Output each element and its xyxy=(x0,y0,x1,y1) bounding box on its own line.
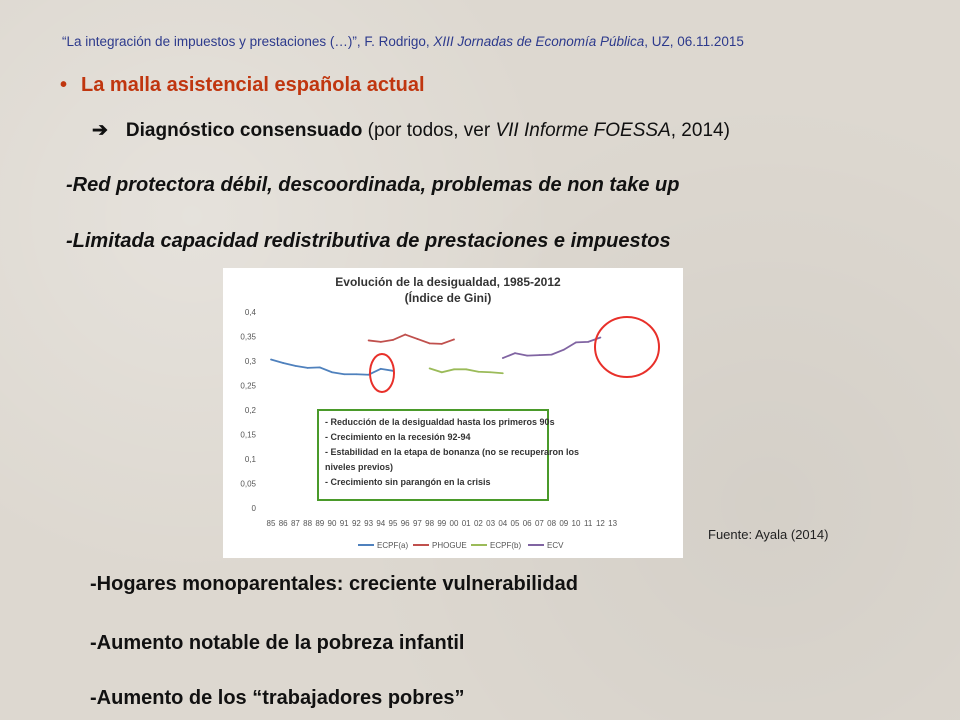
data-point xyxy=(490,371,492,373)
data-point xyxy=(319,366,321,368)
arrow-right-icon: ➔ xyxy=(92,120,108,141)
x-tick-label: 11 xyxy=(584,519,593,528)
data-point xyxy=(417,338,419,340)
point-capacidad-redistributiva: -Limitada capacidad redistributiva de prestaciones e impuestos xyxy=(66,230,671,252)
data-point xyxy=(465,368,467,370)
x-tick-label: 85 xyxy=(266,519,276,528)
data-point xyxy=(270,359,272,361)
y-tick-label: 0,05 xyxy=(240,479,256,489)
gini-chart xyxy=(223,268,683,558)
x-tick-label: 95 xyxy=(388,519,398,528)
data-point xyxy=(380,341,382,343)
x-tick-label: 04 xyxy=(498,519,508,528)
data-point xyxy=(478,371,480,373)
data-point xyxy=(551,354,553,356)
x-tick-label: 96 xyxy=(400,519,410,528)
data-point xyxy=(600,337,602,339)
data-point xyxy=(526,355,528,357)
chart-svg xyxy=(223,268,683,558)
x-tick-label: 10 xyxy=(571,519,581,528)
data-point xyxy=(453,368,455,370)
header-quote: “ xyxy=(62,34,67,49)
highlight-circle-crisis xyxy=(595,317,659,377)
data-point xyxy=(307,367,309,369)
point-hogares-monoparentales: -Hogares monoparentales: creciente vulnerabilidad xyxy=(90,573,578,595)
x-tick-label: 01 xyxy=(461,519,471,528)
data-point xyxy=(563,349,565,351)
x-tick-label: 97 xyxy=(412,519,422,528)
diagnosis-bold: Diagnóstico consensuado xyxy=(125,120,363,141)
diagnosis-post: , 2014) xyxy=(670,120,730,141)
point-pobreza-infantil: -Aumento notable de la pobreza infantil xyxy=(90,632,465,654)
annotation-line: - Crecimiento en la recesión 92-94 xyxy=(325,432,471,442)
data-point xyxy=(441,371,443,373)
y-tick-label: 0,35 xyxy=(240,332,256,342)
annotation-line: - Estabilidad en la etapa de bonanza (no se recuperaron los xyxy=(325,447,580,457)
x-tick-label: 99 xyxy=(437,519,447,528)
diagnosis-line xyxy=(92,119,730,142)
data-point xyxy=(404,334,406,336)
x-tick-label: 89 xyxy=(315,519,325,528)
data-point xyxy=(587,341,589,343)
data-point xyxy=(282,362,284,364)
data-point xyxy=(368,340,370,342)
data-point xyxy=(539,354,541,356)
data-point xyxy=(331,371,333,373)
x-tick-label: 06 xyxy=(522,519,532,528)
data-point xyxy=(343,373,345,375)
x-tick-label: 08 xyxy=(547,519,557,528)
chart-subtitle: (Índice de Gini) xyxy=(404,291,492,305)
x-tick-label: 88 xyxy=(303,519,313,528)
data-point xyxy=(453,339,455,341)
x-tick-label: 03 xyxy=(486,519,496,528)
bullet-icon: • xyxy=(60,74,68,96)
header-title: La integración de impuestos y prestaciones (…)”, xyxy=(66,34,365,49)
data-point xyxy=(429,367,431,369)
x-tick-label: 00 xyxy=(449,519,459,528)
x-tick-label: 98 xyxy=(425,519,435,528)
point-trabajadores-pobres: -Aumento de los “trabajadores pobres” xyxy=(90,687,465,709)
y-tick-label: 0,25 xyxy=(240,381,256,391)
annotation-line: - Reducción de la desigualdad hasta los primeros 90s xyxy=(325,417,555,427)
source-note: Fuente: Ayala (2014) xyxy=(708,527,829,542)
x-tick-label: 07 xyxy=(534,519,544,528)
legend-label: PHOGUE xyxy=(432,541,467,550)
x-tick-label: 02 xyxy=(473,519,483,528)
y-tick-label: 0,2 xyxy=(244,406,256,415)
data-point xyxy=(575,341,577,343)
diagnosis-pre: (por todos, ver xyxy=(362,120,496,141)
y-tick-label: 0,3 xyxy=(244,357,256,366)
data-point xyxy=(392,339,394,341)
annotation-line: niveles previos) xyxy=(325,462,394,472)
header-event: XIII Jornadas de Economía Pública xyxy=(433,34,645,49)
x-tick-label: 13 xyxy=(608,519,618,528)
y-tick-label: 0 xyxy=(251,504,256,513)
section-title: La malla asistencial española actual xyxy=(81,74,425,96)
x-tick-label: 87 xyxy=(290,519,300,528)
diagnosis-italic: VII Informe FOESSA xyxy=(495,120,671,141)
y-tick-label: 0,4 xyxy=(244,308,256,317)
y-tick-label: 0,15 xyxy=(240,430,256,440)
x-tick-label: 12 xyxy=(595,519,605,528)
legend-label: ECPF(a) xyxy=(377,541,409,550)
x-tick-label: 94 xyxy=(376,519,386,528)
legend-label: ECV xyxy=(547,541,564,550)
y-tick-label: 0,1 xyxy=(244,455,256,464)
x-tick-label: 09 xyxy=(559,519,569,528)
x-tick-label: 90 xyxy=(327,519,337,528)
x-tick-label: 91 xyxy=(339,519,349,528)
x-tick-label: 05 xyxy=(510,519,520,528)
header-place-date: , UZ, 06.11.2015 xyxy=(644,34,744,49)
x-tick-label: 86 xyxy=(278,519,288,528)
data-point xyxy=(502,357,504,359)
data-point xyxy=(380,368,382,370)
slide-header xyxy=(62,34,744,49)
x-tick-label: 92 xyxy=(351,519,361,528)
data-point xyxy=(514,352,516,354)
x-tick-label: 93 xyxy=(364,519,374,528)
section-heading xyxy=(60,74,425,97)
header-author: F. Rodrigo, xyxy=(364,34,434,49)
data-point xyxy=(441,343,443,345)
data-point xyxy=(429,342,431,344)
data-point xyxy=(356,373,358,375)
data-point xyxy=(295,365,297,367)
chart-title: Evolución de la desigualdad, 1985-2012 xyxy=(335,275,561,289)
annotation-line: - Crecimiento sin parangón en la crisis xyxy=(325,477,491,487)
data-point xyxy=(502,372,504,374)
legend-label: ECPF(b) xyxy=(490,541,522,550)
point-red-protectora: -Red protectora débil, descoordinada, problemas de non take up xyxy=(66,174,680,196)
